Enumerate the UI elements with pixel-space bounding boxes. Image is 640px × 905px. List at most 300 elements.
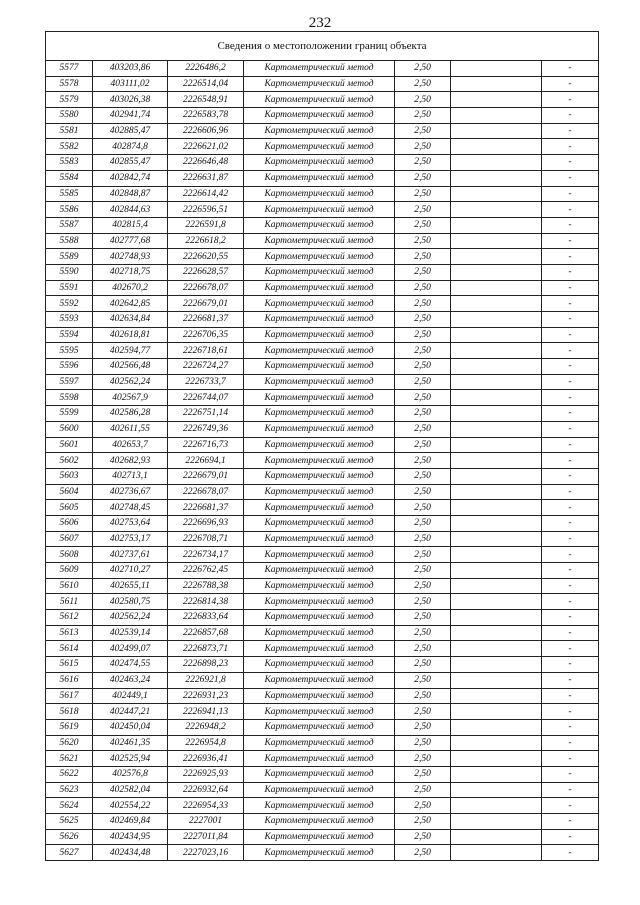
note-cell: - — [542, 641, 599, 657]
method-cell: Картометрический метод — [244, 625, 395, 641]
precision-cell: 2,50 — [395, 108, 451, 124]
description-cell — [451, 515, 542, 531]
coordinate-y-cell: 2226749,36 — [168, 421, 244, 437]
table-row — [46, 374, 599, 390]
point-number-cell: 5608 — [46, 547, 93, 563]
coordinate-x-cell: 402842,74 — [93, 170, 168, 186]
method-cell: Картометрический метод — [244, 170, 395, 186]
coordinate-y-cell: 2226596,51 — [168, 202, 244, 218]
table-row — [46, 202, 599, 218]
point-number-cell: 5596 — [46, 359, 93, 375]
point-number-cell: 5612 — [46, 610, 93, 626]
coordinate-x-cell: 402634,84 — [93, 312, 168, 328]
coordinate-y-cell: 2226948,2 — [168, 719, 244, 735]
coordinate-x-cell: 402718,75 — [93, 264, 168, 280]
table-row — [46, 359, 599, 375]
coordinate-x-cell: 402434,48 — [93, 845, 168, 861]
description-cell — [451, 108, 542, 124]
point-number-cell: 5588 — [46, 233, 93, 249]
point-number-cell: 5604 — [46, 484, 93, 500]
point-number-cell: 5590 — [46, 264, 93, 280]
description-cell — [451, 547, 542, 563]
note-cell: - — [542, 782, 599, 798]
note-cell: - — [542, 814, 599, 830]
point-number-cell: 5580 — [46, 108, 93, 124]
precision-cell: 2,50 — [395, 829, 451, 845]
description-cell — [451, 343, 542, 359]
coordinate-y-cell: 2226631,87 — [168, 170, 244, 186]
precision-cell: 2,50 — [395, 814, 451, 830]
precision-cell: 2,50 — [395, 657, 451, 673]
coordinate-y-cell: 2226724,27 — [168, 359, 244, 375]
point-number-cell: 5620 — [46, 735, 93, 751]
method-cell: Картометрический метод — [244, 468, 395, 484]
description-cell — [451, 123, 542, 139]
coordinate-y-cell: 2226718,61 — [168, 343, 244, 359]
method-cell: Картометрический метод — [244, 500, 395, 516]
table-row — [46, 704, 599, 720]
coordinate-x-cell: 402655,11 — [93, 578, 168, 594]
method-cell: Картометрический метод — [244, 264, 395, 280]
coordinate-y-cell: 2227011,84 — [168, 829, 244, 845]
method-cell: Картометрический метод — [244, 610, 395, 626]
description-cell — [451, 374, 542, 390]
coordinate-y-cell: 2226620,55 — [168, 249, 244, 265]
note-cell: - — [542, 186, 599, 202]
coordinate-y-cell: 2226678,07 — [168, 484, 244, 500]
description-cell — [451, 280, 542, 296]
description-cell — [451, 500, 542, 516]
method-cell: Картометрический метод — [244, 374, 395, 390]
description-cell — [451, 233, 542, 249]
method-cell: Картометрический метод — [244, 484, 395, 500]
description-cell — [451, 437, 542, 453]
table-row — [46, 547, 599, 563]
coordinate-y-cell: 2226716,73 — [168, 437, 244, 453]
coordinate-y-cell: 2226857,68 — [168, 625, 244, 641]
table-row — [46, 343, 599, 359]
note-cell: - — [542, 845, 599, 861]
precision-cell: 2,50 — [395, 782, 451, 798]
method-cell: Картометрический метод — [244, 359, 395, 375]
precision-cell: 2,50 — [395, 437, 451, 453]
coordinate-y-cell: 2226931,23 — [168, 688, 244, 704]
point-number-cell: 5627 — [46, 845, 93, 861]
point-number-cell: 5593 — [46, 312, 93, 328]
precision-cell: 2,50 — [395, 92, 451, 108]
table-row — [46, 625, 599, 641]
coordinate-x-cell: 402653,7 — [93, 437, 168, 453]
precision-cell: 2,50 — [395, 186, 451, 202]
method-cell: Картометрический метод — [244, 453, 395, 469]
note-cell: - — [542, 217, 599, 233]
description-cell — [451, 625, 542, 641]
coordinate-y-cell: 2226678,07 — [168, 280, 244, 296]
note-cell: - — [542, 421, 599, 437]
page-number: 232 — [308, 15, 332, 31]
note-cell: - — [542, 249, 599, 265]
method-cell: Картометрический метод — [244, 296, 395, 312]
description-cell — [451, 359, 542, 375]
coordinate-x-cell: 402670,2 — [93, 280, 168, 296]
coordinate-x-cell: 402941,74 — [93, 108, 168, 124]
note-cell: - — [542, 264, 599, 280]
coordinate-y-cell: 2226679,01 — [168, 468, 244, 484]
table-row — [46, 782, 599, 798]
point-number-cell: 5592 — [46, 296, 93, 312]
note-cell: - — [542, 484, 599, 500]
point-number-cell: 5619 — [46, 719, 93, 735]
coordinate-x-cell: 402576,8 — [93, 766, 168, 782]
note-cell: - — [542, 735, 599, 751]
coordinate-y-cell: 2226548,91 — [168, 92, 244, 108]
note-cell: - — [542, 139, 599, 155]
note-cell: - — [542, 500, 599, 516]
coordinate-x-cell: 402562,24 — [93, 374, 168, 390]
precision-cell: 2,50 — [395, 390, 451, 406]
table-row — [46, 249, 599, 265]
note-cell: - — [542, 468, 599, 484]
coordinate-y-cell: 2226733,7 — [168, 374, 244, 390]
table-row — [46, 563, 599, 579]
coordinate-y-cell: 2226788,38 — [168, 578, 244, 594]
note-cell: - — [542, 202, 599, 218]
point-number-cell: 5618 — [46, 704, 93, 720]
coordinate-y-cell: 2227023,16 — [168, 845, 244, 861]
coordinate-x-cell: 402525,94 — [93, 751, 168, 767]
coordinate-x-cell: 402736,67 — [93, 484, 168, 500]
note-cell: - — [542, 108, 599, 124]
coordinate-x-cell: 402815,4 — [93, 217, 168, 233]
point-number-cell: 5587 — [46, 217, 93, 233]
precision-cell: 2,50 — [395, 264, 451, 280]
point-number-cell: 5613 — [46, 625, 93, 641]
method-cell: Картометрический метод — [244, 92, 395, 108]
table-row — [46, 390, 599, 406]
table-row — [46, 139, 599, 155]
note-cell: - — [542, 688, 599, 704]
point-number-cell: 5586 — [46, 202, 93, 218]
coordinate-x-cell: 402737,61 — [93, 547, 168, 563]
note-cell: - — [542, 829, 599, 845]
description-cell — [451, 186, 542, 202]
table-row — [46, 735, 599, 751]
method-cell: Картометрический метод — [244, 766, 395, 782]
note-cell: - — [542, 453, 599, 469]
point-number-cell: 5595 — [46, 343, 93, 359]
note-cell: - — [542, 657, 599, 673]
table-row — [46, 264, 599, 280]
precision-cell: 2,50 — [395, 515, 451, 531]
precision-cell: 2,50 — [395, 343, 451, 359]
precision-cell: 2,50 — [395, 123, 451, 139]
note-cell: - — [542, 437, 599, 453]
description-cell — [451, 845, 542, 861]
method-cell: Картометрический метод — [244, 672, 395, 688]
coordinate-y-cell: 2226646,48 — [168, 155, 244, 171]
coordinate-x-cell: 402748,45 — [93, 500, 168, 516]
table-row — [46, 531, 599, 547]
coordinate-y-cell: 2226751,14 — [168, 406, 244, 422]
note-cell: - — [542, 766, 599, 782]
coordinate-x-cell: 402499,07 — [93, 641, 168, 657]
precision-cell: 2,50 — [395, 484, 451, 500]
precision-cell: 2,50 — [395, 217, 451, 233]
description-cell — [451, 390, 542, 406]
table-row — [46, 672, 599, 688]
point-number-cell: 5597 — [46, 374, 93, 390]
coordinate-x-cell: 402844,63 — [93, 202, 168, 218]
method-cell: Картометрический метод — [244, 798, 395, 814]
coordinate-y-cell: 2226734,17 — [168, 547, 244, 563]
coordinate-y-cell: 2226762,45 — [168, 563, 244, 579]
table-header-row — [46, 32, 599, 61]
coordinate-x-cell: 402748,93 — [93, 249, 168, 265]
description-cell — [451, 155, 542, 171]
table-row — [46, 766, 599, 782]
description-cell — [451, 657, 542, 673]
precision-cell: 2,50 — [395, 594, 451, 610]
note-cell: - — [542, 610, 599, 626]
point-number-cell: 5610 — [46, 578, 93, 594]
precision-cell: 2,50 — [395, 845, 451, 861]
note-cell: - — [542, 296, 599, 312]
coordinate-x-cell: 402611,55 — [93, 421, 168, 437]
description-cell — [451, 139, 542, 155]
method-cell: Картометрический метод — [244, 829, 395, 845]
table-body — [46, 61, 599, 861]
coordinate-x-cell: 402469,84 — [93, 814, 168, 830]
table-row — [46, 657, 599, 673]
table-row — [46, 594, 599, 610]
precision-cell: 2,50 — [395, 704, 451, 720]
coordinate-x-cell: 402539,14 — [93, 625, 168, 641]
method-cell: Картометрический метод — [244, 782, 395, 798]
coordinate-y-cell: 2226514,04 — [168, 76, 244, 92]
coordinate-y-cell: 2226621,02 — [168, 139, 244, 155]
coordinate-x-cell: 402463,24 — [93, 672, 168, 688]
table-row — [46, 280, 599, 296]
coordinate-x-cell: 402594,77 — [93, 343, 168, 359]
method-cell: Картометрический метод — [244, 657, 395, 673]
precision-cell: 2,50 — [395, 202, 451, 218]
table-row — [46, 814, 599, 830]
description-cell — [451, 829, 542, 845]
precision-cell: 2,50 — [395, 312, 451, 328]
precision-cell: 2,50 — [395, 735, 451, 751]
point-number-cell: 5606 — [46, 515, 93, 531]
coordinate-y-cell: 2226744,07 — [168, 390, 244, 406]
method-cell: Картометрический метод — [244, 515, 395, 531]
table-title: Сведения о местоположении границ объекта — [46, 32, 599, 61]
coordinate-x-cell: 402618,81 — [93, 327, 168, 343]
precision-cell: 2,50 — [395, 500, 451, 516]
coordinate-x-cell: 402855,47 — [93, 155, 168, 171]
coordinate-y-cell: 2226706,35 — [168, 327, 244, 343]
precision-cell: 2,50 — [395, 578, 451, 594]
method-cell: Картометрический метод — [244, 735, 395, 751]
table-row — [46, 61, 599, 77]
method-cell: Картометрический метод — [244, 186, 395, 202]
description-cell — [451, 688, 542, 704]
coordinate-y-cell: 2226814,38 — [168, 594, 244, 610]
coordinate-x-cell: 402567,9 — [93, 390, 168, 406]
coordinate-x-cell: 402474,55 — [93, 657, 168, 673]
coordinate-y-cell: 2226708,71 — [168, 531, 244, 547]
method-cell: Картометрический метод — [244, 249, 395, 265]
point-number-cell: 5585 — [46, 186, 93, 202]
point-number-cell: 5611 — [46, 594, 93, 610]
coordinate-x-cell: 402777,68 — [93, 233, 168, 249]
note-cell: - — [542, 406, 599, 422]
point-number-cell: 5598 — [46, 390, 93, 406]
precision-cell: 2,50 — [395, 798, 451, 814]
method-cell: Картометрический метод — [244, 751, 395, 767]
table-row — [46, 123, 599, 139]
description-cell — [451, 76, 542, 92]
coordinate-x-cell: 402642,85 — [93, 296, 168, 312]
precision-cell: 2,50 — [395, 249, 451, 265]
description-cell — [451, 641, 542, 657]
method-cell: Картометрический метод — [244, 343, 395, 359]
note-cell: - — [542, 280, 599, 296]
coordinate-y-cell: 2226925,93 — [168, 766, 244, 782]
table-row — [46, 688, 599, 704]
method-cell: Картометрический метод — [244, 123, 395, 139]
method-cell: Картометрический метод — [244, 688, 395, 704]
coordinate-x-cell: 402461,35 — [93, 735, 168, 751]
description-cell — [451, 453, 542, 469]
precision-cell: 2,50 — [395, 453, 451, 469]
note-cell: - — [542, 123, 599, 139]
description-cell — [451, 782, 542, 798]
coordinate-y-cell: 2226591,8 — [168, 217, 244, 233]
coordinate-y-cell: 2226694,1 — [168, 453, 244, 469]
note-cell: - — [542, 155, 599, 171]
coordinate-y-cell: 2226873,71 — [168, 641, 244, 657]
description-cell — [451, 735, 542, 751]
point-number-cell: 5594 — [46, 327, 93, 343]
precision-cell: 2,50 — [395, 406, 451, 422]
precision-cell: 2,50 — [395, 233, 451, 249]
table-row — [46, 798, 599, 814]
table-row — [46, 845, 599, 861]
precision-cell: 2,50 — [395, 170, 451, 186]
method-cell: Картометрический метод — [244, 641, 395, 657]
table-row — [46, 217, 599, 233]
description-cell — [451, 92, 542, 108]
point-number-cell: 5603 — [46, 468, 93, 484]
coordinate-x-cell: 402753,17 — [93, 531, 168, 547]
table-row — [46, 406, 599, 422]
method-cell: Картометрический метод — [244, 327, 395, 343]
point-number-cell: 5623 — [46, 782, 93, 798]
note-cell: - — [542, 751, 599, 767]
method-cell: Картометрический метод — [244, 437, 395, 453]
precision-cell: 2,50 — [395, 280, 451, 296]
table-row — [46, 296, 599, 312]
description-cell — [451, 719, 542, 735]
method-cell: Картометрический метод — [244, 531, 395, 547]
point-number-cell: 5624 — [46, 798, 93, 814]
coordinate-y-cell: 2226614,42 — [168, 186, 244, 202]
coordinate-y-cell: 2226921,8 — [168, 672, 244, 688]
description-cell — [451, 484, 542, 500]
note-cell: - — [542, 327, 599, 343]
description-cell — [451, 672, 542, 688]
note-cell: - — [542, 798, 599, 814]
precision-cell: 2,50 — [395, 610, 451, 626]
description-cell — [451, 202, 542, 218]
description-cell — [451, 563, 542, 579]
coordinate-y-cell: 2226606,96 — [168, 123, 244, 139]
note-cell: - — [542, 233, 599, 249]
table-row — [46, 610, 599, 626]
table-row — [46, 312, 599, 328]
table-row — [46, 468, 599, 484]
precision-cell: 2,50 — [395, 359, 451, 375]
description-cell — [451, 406, 542, 422]
coordinate-x-cell: 402582,04 — [93, 782, 168, 798]
coordinate-y-cell: 2226954,33 — [168, 798, 244, 814]
coordinate-x-cell: 403111,02 — [93, 76, 168, 92]
note-cell: - — [542, 563, 599, 579]
method-cell: Картометрический метод — [244, 233, 395, 249]
note-cell: - — [542, 390, 599, 406]
coordinate-x-cell: 402554,22 — [93, 798, 168, 814]
precision-cell: 2,50 — [395, 296, 451, 312]
table-row — [46, 76, 599, 92]
coordinate-x-cell: 402449,1 — [93, 688, 168, 704]
description-cell — [451, 798, 542, 814]
method-cell: Картометрический метод — [244, 845, 395, 861]
point-number-cell: 5599 — [46, 406, 93, 422]
description-cell — [451, 594, 542, 610]
coordinate-y-cell: 2226833,64 — [168, 610, 244, 626]
precision-cell: 2,50 — [395, 641, 451, 657]
method-cell: Картометрический метод — [244, 139, 395, 155]
coordinate-y-cell: 2226618,2 — [168, 233, 244, 249]
description-cell — [451, 61, 542, 77]
table-row — [46, 170, 599, 186]
point-number-cell: 5602 — [46, 453, 93, 469]
description-cell — [451, 766, 542, 782]
description-cell — [451, 217, 542, 233]
description-cell — [451, 327, 542, 343]
description-cell — [451, 249, 542, 265]
precision-cell: 2,50 — [395, 139, 451, 155]
note-cell: - — [542, 61, 599, 77]
precision-cell: 2,50 — [395, 531, 451, 547]
description-cell — [451, 578, 542, 594]
note-cell: - — [542, 625, 599, 641]
coordinate-x-cell: 402566,48 — [93, 359, 168, 375]
table-row — [46, 829, 599, 845]
note-cell: - — [542, 704, 599, 720]
description-cell — [451, 531, 542, 547]
coordinate-x-cell: 402874,8 — [93, 139, 168, 155]
point-number-cell: 5577 — [46, 61, 93, 77]
note-cell: - — [542, 578, 599, 594]
table-row — [46, 233, 599, 249]
point-number-cell: 5581 — [46, 123, 93, 139]
coordinate-x-cell: 402580,75 — [93, 594, 168, 610]
coordinate-x-cell: 402434,95 — [93, 829, 168, 845]
coordinate-y-cell: 2226679,01 — [168, 296, 244, 312]
point-number-cell: 5609 — [46, 563, 93, 579]
coordinate-x-cell: 402885,47 — [93, 123, 168, 139]
precision-cell: 2,50 — [395, 766, 451, 782]
